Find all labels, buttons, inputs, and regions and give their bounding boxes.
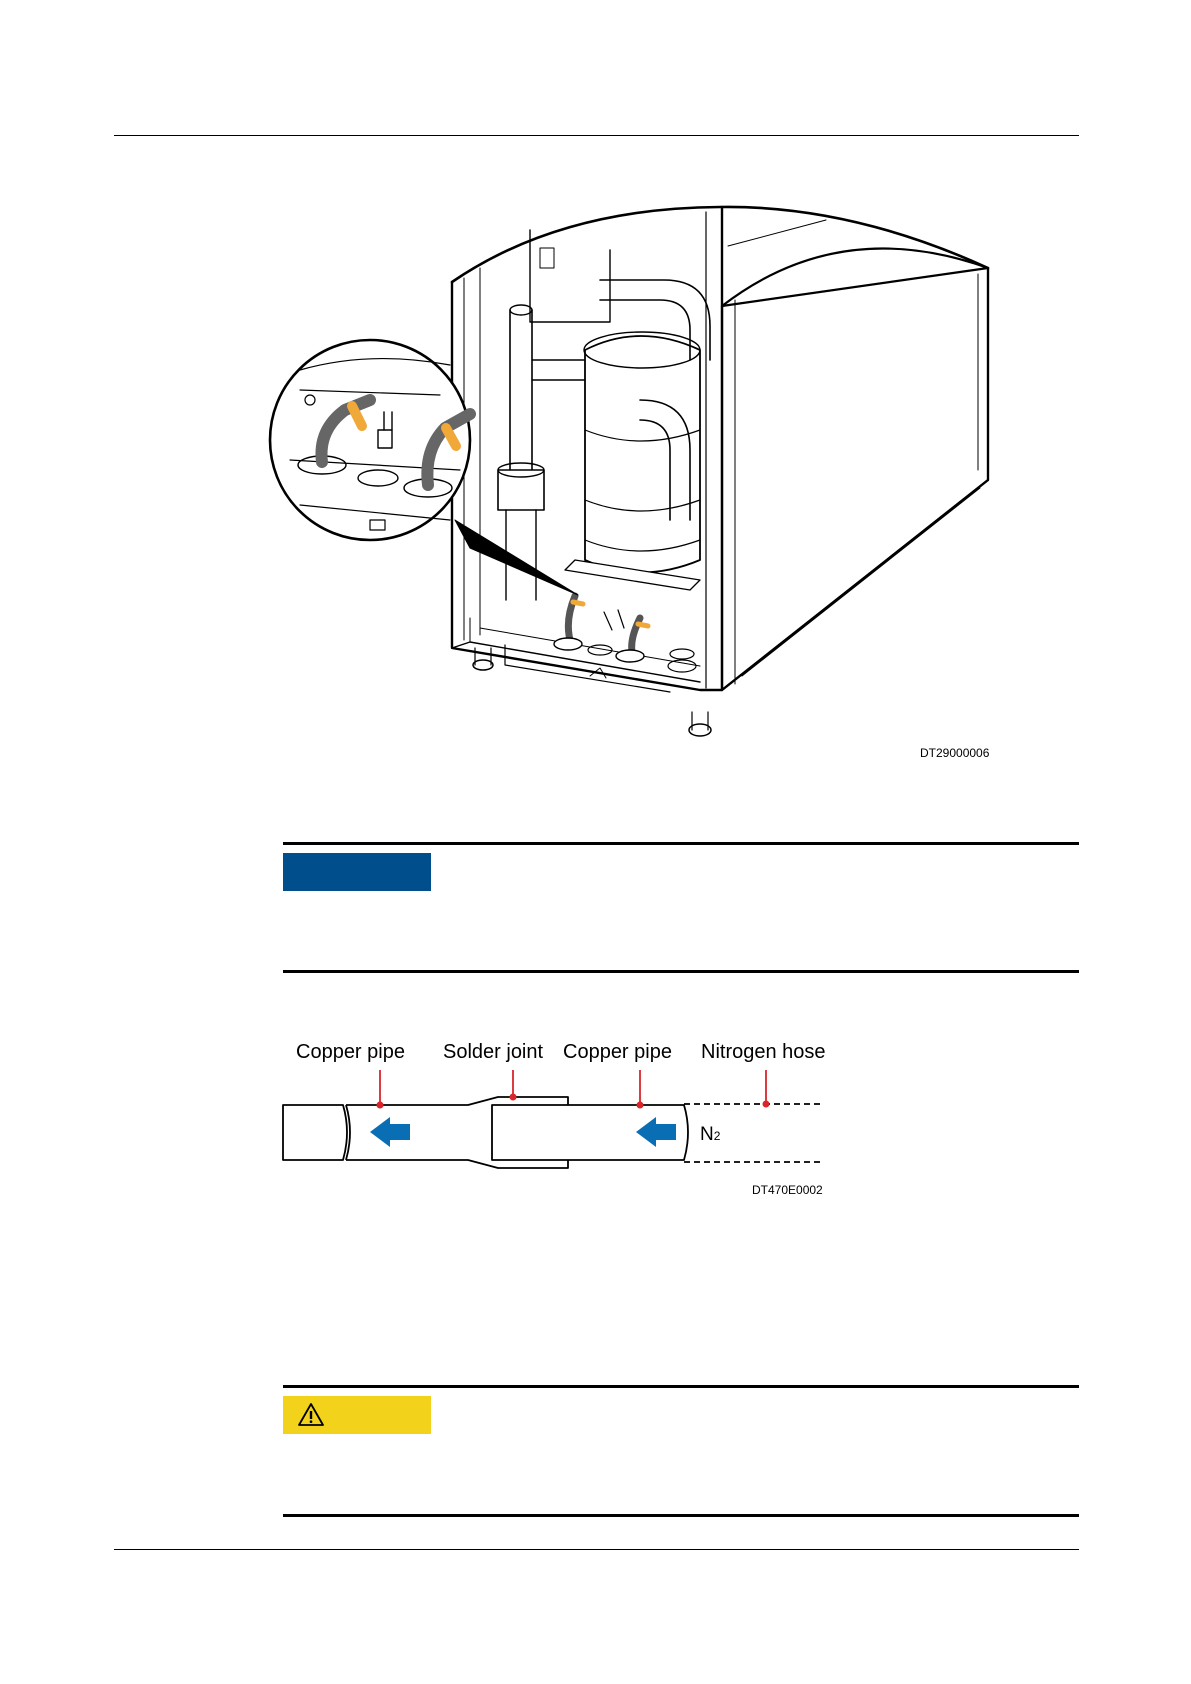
flow-arrow-left <box>370 1117 410 1147</box>
caution-top-rule <box>283 1385 1079 1388</box>
label-n2-symbol: N <box>700 1124 714 1145</box>
notice-top-rule <box>283 842 1079 845</box>
leader-dot-nitrogen <box>763 1101 770 1108</box>
caution-badge <box>283 1396 431 1434</box>
cabinet-top-arc <box>452 207 988 282</box>
leader-dot-copper-right <box>637 1102 644 1109</box>
notice-bottom-rule <box>283 970 1079 973</box>
leader-dot-copper-left <box>377 1102 384 1109</box>
label-n2-subscript: 2 <box>713 1129 721 1143</box>
notice-badge <box>283 853 431 891</box>
label-solder-joint: Solder joint <box>443 1041 544 1063</box>
label-n2 <box>700 1124 720 1146</box>
label-copper-pipe-left: Copper pipe <box>296 1041 405 1063</box>
cabinet-illustration <box>0 0 1191 760</box>
figure2-id: DT470E0002 <box>752 1183 823 1197</box>
compressor <box>585 336 700 573</box>
figure1-id: DT29000006 <box>920 746 990 760</box>
cabinet-side-panel <box>722 268 988 690</box>
label-copper-pipe-right: Copper pipe <box>563 1041 672 1063</box>
magnifier-pointer <box>455 520 578 595</box>
caution-bottom-rule <box>283 1514 1079 1517</box>
left-pipe-stub <box>283 1105 347 1160</box>
pipe-soldering-diagram <box>0 1060 1191 1260</box>
footer-rule <box>114 1549 1079 1550</box>
leader-dot-solder <box>510 1094 517 1101</box>
warning-triangle-icon <box>297 1402 325 1428</box>
label-nitrogen-hose: Nitrogen hose <box>701 1041 826 1063</box>
